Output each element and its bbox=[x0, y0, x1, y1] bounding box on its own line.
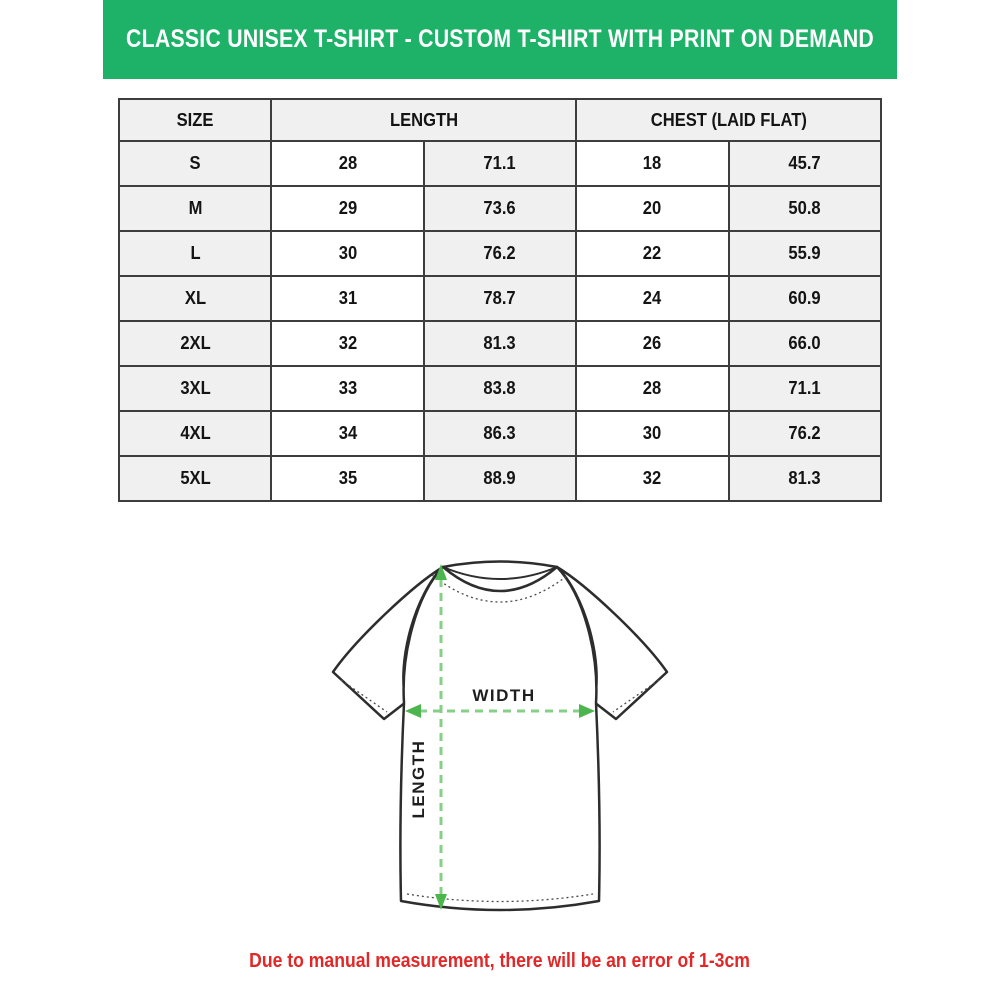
cell-size: 5XL bbox=[119, 456, 271, 501]
cell-length-in: 35 bbox=[271, 456, 423, 501]
table-row bbox=[119, 456, 881, 501]
length-label: LENGTH bbox=[409, 739, 428, 819]
header-size: SIZE bbox=[119, 99, 271, 141]
cell-length-in: 28 bbox=[271, 141, 423, 186]
cell-size: L bbox=[119, 231, 271, 276]
cell-chest-in: 28 bbox=[576, 366, 728, 411]
cell-length-cm: 83.8 bbox=[424, 366, 576, 411]
table-header-row bbox=[119, 99, 881, 141]
size-chart-table bbox=[118, 98, 882, 502]
cell-length-in: 29 bbox=[271, 186, 423, 231]
cell-chest-cm: 60.9 bbox=[729, 276, 881, 321]
cell-chest-in: 22 bbox=[576, 231, 728, 276]
cell-length-cm: 71.1 bbox=[424, 141, 576, 186]
cell-length-cm: 76.2 bbox=[424, 231, 576, 276]
table-row bbox=[119, 141, 881, 186]
header-length: LENGTH bbox=[271, 99, 576, 141]
cell-chest-cm: 66.0 bbox=[729, 321, 881, 366]
cell-chest-in: 30 bbox=[576, 411, 728, 456]
cell-chest-cm: 50.8 bbox=[729, 186, 881, 231]
table-row bbox=[119, 276, 881, 321]
cell-chest-in: 18 bbox=[576, 141, 728, 186]
cell-length-in: 32 bbox=[271, 321, 423, 366]
cell-chest-in: 32 bbox=[576, 456, 728, 501]
cell-chest-in: 24 bbox=[576, 276, 728, 321]
cell-size: S bbox=[119, 141, 271, 186]
table-row bbox=[119, 321, 881, 366]
title-banner bbox=[103, 0, 897, 79]
cell-chest-cm: 71.1 bbox=[729, 366, 881, 411]
cell-length-cm: 73.6 bbox=[424, 186, 576, 231]
measurement-note bbox=[0, 950, 1000, 973]
cell-chest-in: 20 bbox=[576, 186, 728, 231]
cell-size: 2XL bbox=[119, 321, 271, 366]
cell-chest-cm: 81.3 bbox=[729, 456, 881, 501]
cell-chest-cm: 76.2 bbox=[729, 411, 881, 456]
cell-length-in: 33 bbox=[271, 366, 423, 411]
cell-length-cm: 78.7 bbox=[424, 276, 576, 321]
cell-size: XL bbox=[119, 276, 271, 321]
cell-length-in: 30 bbox=[271, 231, 423, 276]
cell-chest-cm: 45.7 bbox=[729, 141, 881, 186]
table-row bbox=[119, 366, 881, 411]
tshirt-body bbox=[400, 562, 599, 911]
cell-length-cm: 81.3 bbox=[424, 321, 576, 366]
table-row bbox=[119, 411, 881, 456]
width-label: WIDTH bbox=[472, 686, 536, 705]
cell-length-in: 34 bbox=[271, 411, 423, 456]
table-row bbox=[119, 186, 881, 231]
cell-length-in: 31 bbox=[271, 276, 423, 321]
cell-length-cm: 86.3 bbox=[424, 411, 576, 456]
cell-size: 3XL bbox=[119, 366, 271, 411]
cell-chest-cm: 55.9 bbox=[729, 231, 881, 276]
header-chest: CHEST (LAID FLAT) bbox=[576, 99, 881, 141]
cell-size: M bbox=[119, 186, 271, 231]
tshirt-diagram bbox=[328, 553, 672, 917]
cell-size: 4XL bbox=[119, 411, 271, 456]
table-row bbox=[119, 231, 881, 276]
cell-length-cm: 88.9 bbox=[424, 456, 576, 501]
cell-chest-in: 26 bbox=[576, 321, 728, 366]
measurement-note-text: Due to manual measurement, there will be an error of 1-3cm bbox=[249, 950, 751, 972]
page-title: CLASSIC UNISEX T-SHIRT - CUSTOM T-SHIRT WITH PRINT ON DEMAND bbox=[125, 25, 875, 53]
